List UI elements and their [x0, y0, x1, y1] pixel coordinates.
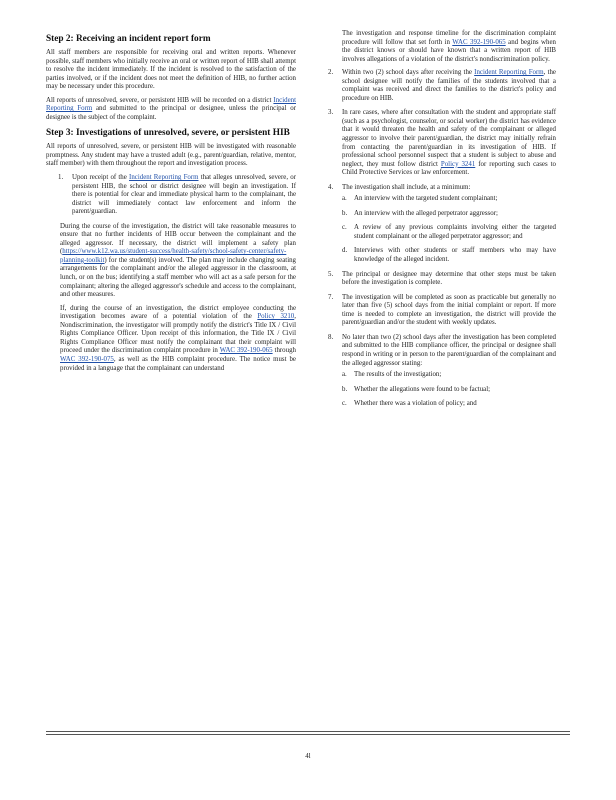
right-column [328, 30, 556, 415]
item-number: 3. [328, 109, 334, 117]
list-item [342, 400, 556, 409]
during-text-a: During the course of the investigation, the district will take reasonable measures to ensure that no further incidents of HIB occur between the complainant and the alleged aggressor. If necessary, the district will implement a safety plan ( [60, 222, 296, 256]
policy-3210-link[interactable]: Policy 3210 [257, 313, 295, 321]
item2-text-a: Within two (2) school days after receiving the [342, 69, 472, 77]
cont-text-b: and begins when the district knows or should have known that a written report of HIB involves allegations of a violation of the district's nondiscrimination policy. [342, 38, 556, 63]
step2-p2-text-b: and submitted to the principal or designee, unless the principal or designee is the subject of the complaint. [46, 105, 296, 121]
step2-paragraph-2 [46, 97, 296, 123]
item8-sublist [342, 371, 556, 409]
item-number: 5. [328, 270, 334, 278]
item-number: 1. [58, 174, 64, 182]
sub-letter: a. [342, 371, 347, 379]
item-number: 8. [328, 333, 334, 341]
if-text-a: If, during the course of an investigation, the district employee conducting the investigation becomes aware of a potential violation of the [60, 304, 296, 321]
list-item [342, 386, 556, 395]
item1-text-b: that alleges unresolved, severe, or persistent HIB, the school or district designee will begin an investigation. If there is potential for clear and immediate physical harm to the complainant, the district will immediately contact law enforcement and inform the parent/guardian. [72, 174, 296, 216]
sub-text: Interviews with other students or staff members who may have knowledge of the alleged incident. [354, 247, 556, 264]
title-ix-paragraph [46, 305, 296, 373]
list-item-7 [328, 294, 556, 328]
list-item-2 [328, 69, 556, 103]
incident-reporting-form-link-3[interactable]: Incident Reporting Form [474, 69, 544, 77]
sub-letter: d. [342, 247, 348, 255]
list-item-3 [328, 109, 556, 177]
item5-text: The principal or designee may determine that other steps must be taken before the investigation is complete. [342, 270, 556, 287]
sub-text: Whether there was a violation of policy; and [354, 400, 477, 408]
continued-paragraph [328, 30, 556, 64]
item1-text-a: Upon receipt of the [72, 174, 127, 182]
wac-392-190-065-link-2[interactable]: WAC 392-190-065 [452, 38, 506, 46]
policy-3241-link[interactable]: Policy 3241 [440, 160, 476, 168]
sub-letter: b. [342, 385, 348, 393]
step3-item-1 [46, 174, 296, 217]
step3-heading: Step 3: Investigations of unresolved, severe, or persistent HIB [46, 128, 290, 139]
item2-text-b: , the school designee will notify the families of the students involved that a complaint was received and direct the families to the district's policy and procedure on HIB. [342, 69, 556, 102]
item3-text-a: In rare cases, where after consultation with the student and appropriate staff (such as a psychologist, counselor, or social worker) the district has evidence that it would threaten the health and safety of the complainant or alleged aggressor to involve their parent/guardian, the district may initially refrain from contacting the parent/guardian in its investigation of HIB. If professional school personnel suspect that a student is subject to abuse and neglect, they must follow district [342, 109, 556, 168]
footer-rule-1 [46, 731, 570, 732]
step3-list [46, 174, 296, 217]
list-item-8 [328, 334, 556, 409]
list-item-4 [328, 184, 556, 265]
item4-sublist [342, 195, 556, 264]
step3-paragraph-1: All reports of unresolved, severe, or persistent HIB will be investigated with reasonable promptness. Any student may have a trusted adult (e.g., parent/guardian, relative, mentor, staff member) with them throughout the report and investigation process. [46, 143, 296, 168]
sub-text: A review of any previous complaints involving either the targeted student complainant or the alleged perpetrator aggressor; and [354, 224, 556, 240]
page-number: 4l [305, 752, 311, 760]
item4-text: The investigation shall include, at a minimum: [342, 183, 471, 191]
sub-letter: b. [342, 209, 348, 217]
item8-text: No later than two (2) school days after the investigation has been completed and submitted to the HIB compliance officer, the principal or designee shall respond in writing or in person to the parent/guardian of the complainant and the alleged aggressor stating: [342, 333, 556, 367]
item7-text: The investigation will be completed as soon as practicable but generally no later than five (5) school days from the initial complaint or report. If more time is needed to complete an investigation, the district will provide the parent/guardian and/or the student with weekly updates. [342, 293, 556, 327]
item3-text-b: for reporting such cases to Child Protective Services or law enforcement. [342, 160, 556, 177]
step2-paragraph-1: All staff members are responsible for receiving oral and written reports. Whenever possible, staff members who initially receive an oral or written report of HIB shall attempt to resolve the incident immediately. If the incident is resolved to the satisfaction of the parties involved, or if the incident does not meet the definition of HIB, no further action may be necessary under this procedure. [46, 49, 296, 91]
footer-rule-2 [46, 734, 570, 735]
during-investigation-paragraph [46, 223, 296, 300]
during-text-b: ) for the student(s) involved. The plan may include changing seating arrangements for the complainant and/or the alleged aggressor in the classroom, at lunch, or on the bus; identifying a staff member who will act as a safe person for the complainant; altering the alleged aggressor's schedule and access to the complainant, and other measures. [60, 256, 296, 299]
list-item [342, 210, 556, 219]
item-number: 4. [328, 183, 334, 191]
if-text-c: through [274, 347, 296, 355]
list-item [342, 224, 556, 241]
incident-reporting-form-link[interactable]: Incident Reporting Form [46, 96, 296, 113]
item-number: 7. [328, 293, 334, 301]
safety-planning-toolkit-link[interactable]: https://www.k12.wa.us/student-success/health-safety/school-safety-center/safety-planning-toolkit [60, 248, 287, 264]
sub-text: Whether the allegations were found to be factual; [354, 385, 491, 393]
wac-392-190-075-link[interactable]: WAC 392-190-075 [60, 355, 114, 363]
sub-letter: c. [342, 400, 347, 408]
list-item [342, 195, 556, 204]
if-text-b: , Nondiscrimination, the investigator will promptly notify the district's Title IX / Civil Rights Compliance Officer. Upon receipt of this information, the Title IX / Civil Rights Compliance Officer must notify the complainant that their complaint will proceed under the discrimination complaint procedure in [60, 313, 296, 355]
left-column [46, 30, 296, 378]
sub-text: An interview with the alleged perpetrator aggressor; [354, 209, 498, 217]
right-list [328, 69, 556, 409]
item-number: 2. [328, 69, 334, 77]
sub-letter: c. [342, 224, 347, 232]
list-item-5 [328, 271, 556, 288]
sub-text: An interview with the targeted student complainant; [354, 195, 498, 203]
step2-p2-text-a: All reports of unresolved, severe, or persistent HIB will be recorded on a district [46, 96, 272, 104]
list-item [342, 247, 556, 264]
step2-heading: Step 2: Receiving an incident report form [46, 34, 211, 44]
sub-letter: a. [342, 195, 347, 203]
list-item [342, 371, 556, 380]
incident-reporting-form-link-2[interactable]: Incident Reporting Form [129, 174, 199, 182]
wac-392-190-065-link[interactable]: WAC 392-190-065 [219, 347, 273, 355]
cont-text-a: The investigation and response timeline for the discrimination complaint procedure will follow that set forth in [342, 30, 556, 46]
if-text-d: , as well as the HIB complaint procedure. The notice must be provided in a language that the complainant can understand [60, 355, 296, 372]
sub-text: The results of the investigation; [354, 371, 442, 379]
